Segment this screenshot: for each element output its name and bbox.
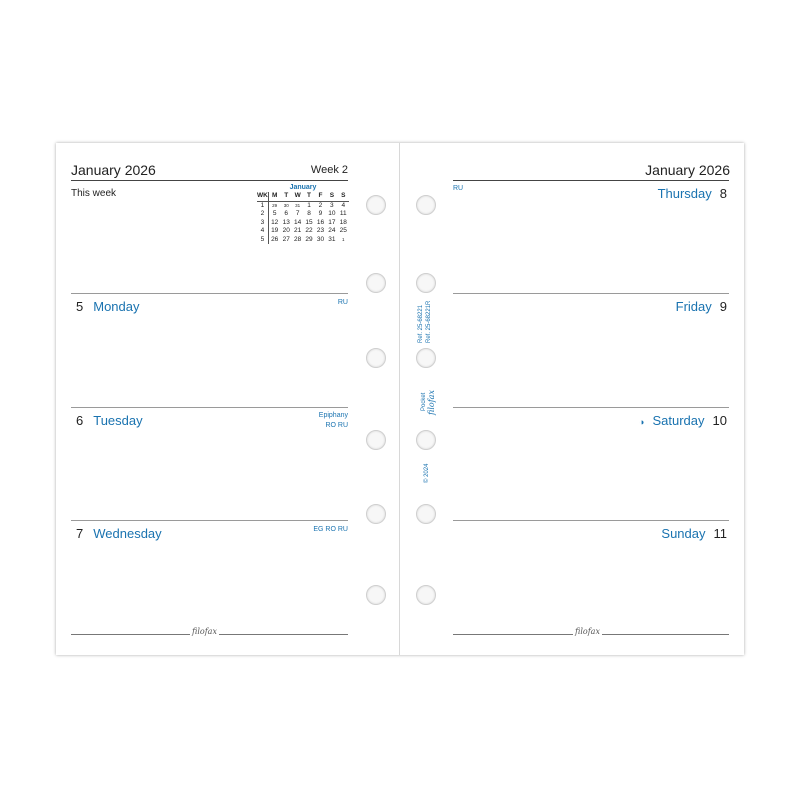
day-name: Friday: [675, 299, 712, 314]
ring-hole: [366, 273, 386, 293]
calendar-date: 13: [282, 218, 290, 226]
calendar-date: 16: [316, 218, 325, 226]
header-rule: [453, 180, 729, 181]
mini-calendar-header: S: [326, 192, 337, 201]
ref-code: Ref. 25-68221R: [426, 300, 432, 343]
mini-calendar-table: [257, 192, 349, 244]
mini-calendar-row: [257, 210, 349, 219]
day-entry-sunday[interactable]: [661, 526, 727, 541]
day-divider: [453, 407, 729, 408]
week-number: 5: [257, 236, 268, 245]
mini-calendar-row: [257, 236, 349, 245]
calendar-date: 19: [271, 227, 279, 234]
mini-calendar-header: W: [292, 192, 303, 201]
ring-hole: [366, 504, 386, 524]
holiday-tag: EG RO RU: [313, 526, 348, 533]
calendar-date: 23: [316, 227, 325, 234]
calendar-date: 17: [328, 218, 336, 226]
calendar-date: 3: [330, 201, 334, 209]
calendar-date: 27: [282, 235, 290, 243]
ring-hole: [416, 504, 436, 524]
calendar-date: 21: [294, 227, 302, 234]
holiday-tag: Epiphany: [318, 412, 348, 419]
ring-hole: [366, 348, 386, 368]
calendar-date: 7: [295, 210, 300, 217]
mini-calendar-header: S: [338, 192, 349, 201]
day-divider: [453, 293, 729, 294]
page-title: January 2026: [71, 162, 156, 178]
mini-calendar-header: M: [268, 192, 280, 201]
calendar-date: 30: [283, 202, 289, 208]
week-number: 3: [257, 219, 268, 228]
mini-calendar-row: [257, 227, 349, 236]
calendar-date: 28: [294, 235, 302, 243]
calendar-date: 8: [307, 210, 311, 217]
day-number: 9: [719, 299, 727, 314]
filofax-logo: filofax: [192, 627, 217, 636]
day-divider: [71, 520, 348, 521]
week-number: 4: [257, 227, 268, 236]
holiday-tag: RU: [337, 299, 348, 306]
day-entry-friday[interactable]: [676, 299, 727, 314]
day-name: Thursday: [657, 186, 712, 201]
filofax-logo: filofax: [575, 627, 600, 636]
day-divider: [71, 407, 348, 408]
day-entry-monday[interactable]: [76, 299, 139, 314]
calendar-date: 4: [341, 201, 346, 209]
mini-calendar-header: WK: [257, 192, 268, 199]
week-label: Week 2: [310, 164, 348, 176]
day-divider: [453, 520, 729, 521]
ref-code: Ref. 25-68221: [418, 304, 424, 343]
day-number: 11: [713, 526, 727, 541]
day-divider: [71, 293, 348, 294]
header-rule: [71, 180, 348, 181]
ring-hole: [416, 585, 436, 605]
calendar-date: 5: [272, 210, 277, 217]
diary-spread: [56, 143, 744, 655]
calendar-date: 25: [339, 227, 347, 234]
calendar-date: 6: [284, 210, 289, 217]
ring-hole: [416, 273, 436, 293]
right-page: [400, 143, 744, 655]
brand-logo: filofax: [427, 390, 436, 415]
day-name: Sunday: [661, 526, 706, 541]
ring-hole: [416, 348, 436, 368]
day-entry-thursday[interactable]: [658, 186, 727, 201]
ring-hole: [416, 430, 436, 450]
holiday-tag: RU: [453, 185, 464, 192]
day-number: 5: [76, 299, 84, 314]
day-number: 10: [712, 413, 727, 428]
day-number: 6: [76, 413, 84, 428]
ring-hole: [366, 430, 386, 450]
mini-calendar-title: January: [289, 184, 317, 191]
calendar-date: 29: [272, 202, 278, 208]
day-name: Tuesday: [93, 413, 143, 428]
mini-calendar-header: T: [281, 192, 292, 201]
calendar-date: 9: [318, 210, 323, 217]
day-number: 7: [76, 526, 84, 541]
mini-calendar-header: F: [315, 192, 326, 201]
day-entry-saturday[interactable]: [639, 413, 727, 428]
calendar-date: 24: [328, 227, 336, 234]
calendar-date: 22: [305, 227, 313, 234]
mini-calendar: [257, 183, 349, 244]
calendar-date: 30: [316, 235, 325, 243]
calendar-date: 10: [328, 210, 336, 217]
week-number: 2: [257, 210, 268, 219]
mini-calendar-row: [257, 219, 349, 228]
mini-calendar-row: [257, 201, 349, 210]
calendar-date: 29: [305, 235, 313, 243]
day-entry-wednesday[interactable]: [76, 526, 162, 541]
calendar-date: 31: [295, 202, 301, 208]
calendar-date: 12: [271, 218, 279, 226]
calendar-date: 26: [271, 235, 279, 243]
this-week-label: This week: [71, 188, 117, 199]
moon-phase-icon: ◑: [639, 417, 645, 427]
page-title: January 2026: [645, 162, 730, 178]
day-number: 8: [719, 186, 727, 201]
ring-hole: [416, 195, 436, 215]
calendar-date: 11: [339, 210, 347, 217]
calendar-date: 18: [339, 218, 347, 226]
size-label: Pocket: [421, 392, 427, 411]
calendar-date: 20: [282, 227, 290, 234]
calendar-date: 2: [318, 201, 323, 209]
ring-hole: [366, 195, 386, 215]
calendar-date: 1: [342, 236, 345, 242]
calendar-date: 15: [305, 218, 313, 226]
holiday-tag: RO RU: [325, 422, 348, 429]
left-page: [56, 143, 400, 655]
week-number: 1: [257, 201, 268, 210]
calendar-date: 1: [307, 201, 311, 209]
mini-calendar-header-row: [257, 192, 349, 201]
calendar-date: 31: [328, 235, 336, 243]
calendar-date: 14: [294, 218, 302, 226]
day-name: Wednesday: [93, 526, 162, 541]
copyright-label: © 2024: [424, 463, 430, 483]
day-name: Monday: [93, 299, 140, 314]
mini-calendar-header: T: [303, 192, 314, 201]
day-name: Saturday: [652, 413, 705, 428]
ring-hole: [366, 585, 386, 605]
day-entry-tuesday[interactable]: [76, 413, 143, 428]
